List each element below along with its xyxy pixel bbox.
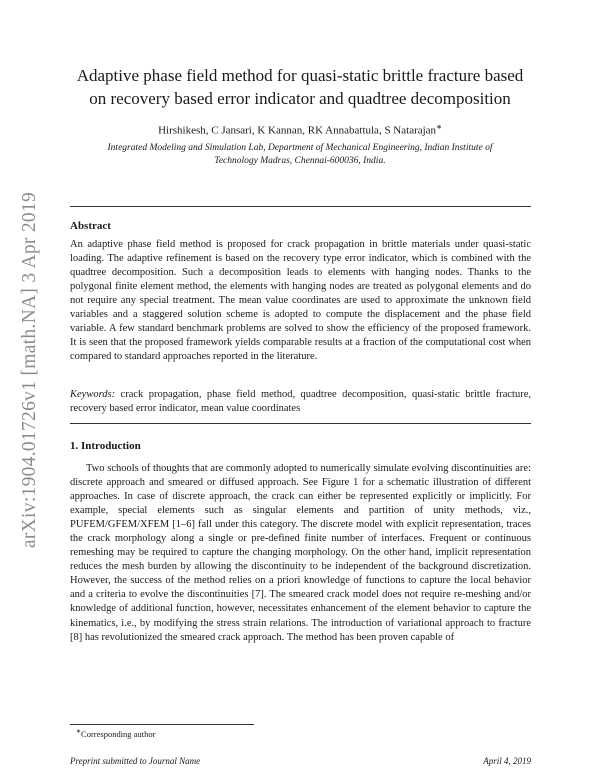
footnote-text: Corresponding author <box>81 728 156 739</box>
author-names: Hirshikesh, C Jansari, K Kannan, RK Annabattula, S Natarajan <box>158 124 437 137</box>
abstract-bottom-rule <box>70 423 531 424</box>
section-heading-introduction: 1. Introduction <box>70 440 141 452</box>
footnote <box>76 728 155 739</box>
date-footer: April 4, 2019 <box>483 756 531 766</box>
keywords <box>70 388 531 416</box>
paper-title <box>60 64 540 110</box>
preprint-footer: Preprint submitted to Journal Name <box>70 756 201 766</box>
arxiv-stamp-text: arXiv:1904.01726v1 [math.NA] 3 Apr 2019 <box>19 191 40 549</box>
keywords-label: Keywords: <box>70 389 116 400</box>
abstract-top-rule <box>70 206 531 207</box>
title-line-2: on recovery based error indicator and quadtree decomposition <box>89 89 511 108</box>
affiliation <box>70 142 530 168</box>
footnote-mark: ∗ <box>76 729 82 735</box>
affiliation-line-1: Integrated Modeling and Simulation Lab, Department of Mechanical Engineering, Indian Institute of <box>107 143 493 153</box>
author-list <box>60 123 540 137</box>
title-line-1: Adaptive phase field method for quasi-static brittle fracture based <box>76 66 524 85</box>
corresponding-author-mark: ∗ <box>436 123 442 131</box>
abstract-body: An adaptive phase field method is proposed for crack propagation in brittle materials under quasi-static loading. The adaptive refinement is based on the recovery type error indicator, which is combined with the quadtree decomposition. Such a decomposition leads to elements with hanging nodes. Thanks to the polygonal finite element method, the elements with hanging nodes are treated as polygonal elements and do not require any special treatment. The mean value coordinates are used to approximate the unknown field variables and a staggered solution scheme is adopted to compute the displacement and the phase field variable. A few standard benchmark problems are solved to show the efficiency of the proposed framework. It is seen that the proposed framework yields comparable results at a fraction of the computational cost when compared to standard approaches reported in the literature. <box>70 239 531 363</box>
introduction-body: Two schools of thoughts that are commonly adopted to numerically simulate evolving discontinuities are: discrete approach and smeared or diffused approach. See Figure 1 for a schematic illustration of different approaches. In case of discrete approach, the crack can either be represented explicitly or implicitly. For example, special elements such as singular elements and partition of unity methods, viz., PUFEM/GFEM/XFEM [1–6] fall under this category. The discrete model with explicit representation, traces the crack morphology along a single or pre-defined finite number of interfaces. Frequent or continuous remeshing may be required to capture the changing morphology. On the other hand, implicit representation reduces the mesh burden by allowing the discontinuity to be independent of the background discretization. However, the success of the method relies on a priori knowledge of functions to capture the local behavior and a criteria to evolve the discontinuities [7]. The smeared crack model does not require re-meshing and/or knowledge of additional function, however, necessitates enhancement of the element behavior to capture the kinematics, i.e., by modifying the stress strain relations. The introduction of variational approach to fracture [8] has revolutionized the smeared crack approach. The method has been proven capable of <box>70 463 531 643</box>
arxiv-identifier-stamp <box>19 190 41 550</box>
abstract-heading: Abstract <box>70 220 111 232</box>
keywords-list: crack propagation, phase field method, quadtree decomposition, quasi-static brittle fracture, recovery based error indicator, mean value coordinates <box>70 389 531 415</box>
affiliation-line-2: Technology Madras, Chennai-600036, India. <box>214 156 386 166</box>
footnote-rule <box>70 724 254 725</box>
